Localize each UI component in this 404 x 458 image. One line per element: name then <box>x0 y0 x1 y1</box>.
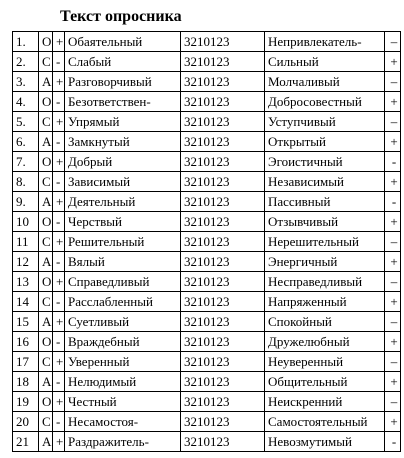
right-adjective: Напряженный <box>265 292 385 312</box>
item-number: 12 <box>13 252 39 272</box>
scale-code: О <box>39 92 53 112</box>
table-row <box>13 132 401 152</box>
key-mark: + <box>385 52 401 72</box>
key-mark: + <box>385 252 401 272</box>
scale-code: О <box>39 332 53 352</box>
right-adjective: Дружелюбный <box>265 332 385 352</box>
left-adjective: Зависимый <box>65 172 181 192</box>
left-adjective: Упрямый <box>65 112 181 132</box>
key-mark: + <box>385 92 401 112</box>
item-number: 7. <box>13 152 39 172</box>
left-adjective: Честный <box>65 392 181 412</box>
right-adjective: Энергичный <box>265 252 385 272</box>
table-row <box>13 432 401 452</box>
scale-code: О <box>39 212 53 232</box>
left-adjective: Суетливый <box>65 312 181 332</box>
item-number: 13 <box>13 272 39 292</box>
scale-code: А <box>39 312 53 332</box>
rating-scale: 3210123 <box>181 412 265 432</box>
item-number: 17 <box>13 352 39 372</box>
key-mark: – <box>385 72 401 92</box>
left-adjective: Вялый <box>65 252 181 272</box>
left-adjective: Расслабленный <box>65 292 181 312</box>
table-row <box>13 352 401 372</box>
scale-code: С <box>39 352 53 372</box>
item-number: 19 <box>13 392 39 412</box>
table-row <box>13 172 401 192</box>
left-adjective: Уверенный <box>65 352 181 372</box>
key-mark: - <box>385 152 401 172</box>
right-adjective: Непривлекатель- <box>265 32 385 52</box>
polarity-sign: + <box>53 272 65 292</box>
key-mark: + <box>385 332 401 352</box>
scale-code: О <box>39 272 53 292</box>
questionnaire-rows <box>13 32 401 452</box>
scale-code: А <box>39 432 53 452</box>
polarity-sign: - <box>53 372 65 392</box>
polarity-sign: - <box>53 212 65 232</box>
scale-code: О <box>39 152 53 172</box>
scale-code: А <box>39 72 53 92</box>
left-adjective: Нелюдимый <box>65 372 181 392</box>
right-adjective: Эгоистичный <box>265 152 385 172</box>
item-number: 3. <box>13 72 39 92</box>
left-adjective: Враждебный <box>65 332 181 352</box>
key-mark: – <box>385 352 401 372</box>
left-adjective: Замкнутый <box>65 132 181 152</box>
left-adjective: Решительный <box>65 232 181 252</box>
polarity-sign: + <box>53 232 65 252</box>
table-row <box>13 232 401 252</box>
polarity-sign: - <box>53 92 65 112</box>
key-mark: + <box>385 172 401 192</box>
scale-code: А <box>39 192 53 212</box>
rating-scale: 3210123 <box>181 212 265 232</box>
table-row <box>13 72 401 92</box>
left-adjective: Разговорчивый <box>65 72 181 92</box>
polarity-sign: + <box>53 192 65 212</box>
table-row <box>13 372 401 392</box>
rating-scale: 3210123 <box>181 332 265 352</box>
right-adjective: Самостоятельный <box>265 412 385 432</box>
rating-scale: 3210123 <box>181 352 265 372</box>
polarity-sign: - <box>53 252 65 272</box>
item-number: 9. <box>13 192 39 212</box>
questionnaire-table <box>12 31 401 452</box>
table-row <box>13 272 401 292</box>
table-row <box>13 192 401 212</box>
key-mark: – <box>385 232 401 252</box>
key-mark: – <box>385 392 401 412</box>
rating-scale: 3210123 <box>181 292 265 312</box>
item-number: 4. <box>13 92 39 112</box>
rating-scale: 3210123 <box>181 312 265 332</box>
left-adjective: Черствый <box>65 212 181 232</box>
polarity-sign: - <box>53 332 65 352</box>
polarity-sign: + <box>53 152 65 172</box>
rating-scale: 3210123 <box>181 152 265 172</box>
rating-scale: 3210123 <box>181 392 265 412</box>
table-row <box>13 52 401 72</box>
scale-code: А <box>39 252 53 272</box>
table-row <box>13 112 401 132</box>
scale-code: С <box>39 112 53 132</box>
scale-code: С <box>39 232 53 252</box>
key-mark: + <box>385 292 401 312</box>
item-number: 8. <box>13 172 39 192</box>
rating-scale: 3210123 <box>181 92 265 112</box>
polarity-sign: + <box>53 312 65 332</box>
right-adjective: Пассивный <box>265 192 385 212</box>
key-mark: – <box>385 312 401 332</box>
right-adjective: Несправедливый <box>265 272 385 292</box>
right-adjective: Сильный <box>265 52 385 72</box>
scale-code: С <box>39 292 53 312</box>
table-row <box>13 292 401 312</box>
item-number: 2. <box>13 52 39 72</box>
table-row <box>13 92 401 112</box>
scale-code: О <box>39 392 53 412</box>
scale-code: С <box>39 172 53 192</box>
rating-scale: 3210123 <box>181 112 265 132</box>
right-adjective: Невозмутимый <box>265 432 385 452</box>
item-number: 21 <box>13 432 39 452</box>
right-adjective: Молчаливый <box>265 72 385 92</box>
rating-scale: 3210123 <box>181 132 265 152</box>
right-adjective: Добросовестный <box>265 92 385 112</box>
left-adjective: Слабый <box>65 52 181 72</box>
questionnaire-title: Текст опросника <box>60 8 182 25</box>
left-adjective: Добрый <box>65 152 181 172</box>
right-adjective: Независимый <box>265 172 385 192</box>
right-adjective: Открытый <box>265 132 385 152</box>
key-mark: – <box>385 32 401 52</box>
item-number: 18 <box>13 372 39 392</box>
polarity-sign: - <box>53 52 65 72</box>
scale-code: А <box>39 372 53 392</box>
polarity-sign: + <box>53 112 65 132</box>
right-adjective: Общительный <box>265 372 385 392</box>
right-adjective: Отзывчивый <box>265 212 385 232</box>
table-row <box>13 252 401 272</box>
table-row <box>13 332 401 352</box>
left-adjective: Несамостоя- <box>65 412 181 432</box>
scale-code: А <box>39 132 53 152</box>
polarity-sign: - <box>53 412 65 432</box>
table-row <box>13 412 401 432</box>
polarity-sign: + <box>53 32 65 52</box>
scale-code: С <box>39 52 53 72</box>
item-number: 15 <box>13 312 39 332</box>
polarity-sign: - <box>53 172 65 192</box>
left-adjective: Справедливый <box>65 272 181 292</box>
polarity-sign: + <box>53 392 65 412</box>
polarity-sign: - <box>53 292 65 312</box>
key-mark: + <box>385 412 401 432</box>
left-adjective: Раздражитель- <box>65 432 181 452</box>
key-mark: - <box>385 432 401 452</box>
right-adjective: Нерешительный <box>265 232 385 252</box>
rating-scale: 3210123 <box>181 272 265 292</box>
rating-scale: 3210123 <box>181 72 265 92</box>
item-number: 20 <box>13 412 39 432</box>
rating-scale: 3210123 <box>181 172 265 192</box>
polarity-sign: + <box>53 352 65 372</box>
left-adjective: Обаятельный <box>65 32 181 52</box>
polarity-sign: + <box>53 72 65 92</box>
key-mark: – <box>385 272 401 292</box>
rating-scale: 3210123 <box>181 232 265 252</box>
item-number: 14 <box>13 292 39 312</box>
right-adjective: Спокойный <box>265 312 385 332</box>
key-mark: - <box>385 192 401 212</box>
scale-code: О <box>39 32 53 52</box>
rating-scale: 3210123 <box>181 432 265 452</box>
rating-scale: 3210123 <box>181 252 265 272</box>
left-adjective: Деятельный <box>65 192 181 212</box>
table-row <box>13 392 401 412</box>
rating-scale: 3210123 <box>181 372 265 392</box>
table-row <box>13 152 401 172</box>
key-mark: + <box>385 212 401 232</box>
table-row <box>13 312 401 332</box>
scale-code: С <box>39 412 53 432</box>
left-adjective: Безответствен- <box>65 92 181 112</box>
table-row <box>13 212 401 232</box>
table-row <box>13 32 401 52</box>
rating-scale: 3210123 <box>181 52 265 72</box>
right-adjective: Неискренний <box>265 392 385 412</box>
item-number: 11 <box>13 232 39 252</box>
polarity-sign: + <box>53 432 65 452</box>
item-number: 1. <box>13 32 39 52</box>
key-mark: + <box>385 132 401 152</box>
polarity-sign: - <box>53 132 65 152</box>
rating-scale: 3210123 <box>181 192 265 212</box>
item-number: 5. <box>13 112 39 132</box>
rating-scale: 3210123 <box>181 32 265 52</box>
right-adjective: Неуверенный <box>265 352 385 372</box>
item-number: 16 <box>13 332 39 352</box>
key-mark: – <box>385 112 401 132</box>
key-mark: + <box>385 372 401 392</box>
item-number: 10 <box>13 212 39 232</box>
right-adjective: Уступчивый <box>265 112 385 132</box>
item-number: 6. <box>13 132 39 152</box>
